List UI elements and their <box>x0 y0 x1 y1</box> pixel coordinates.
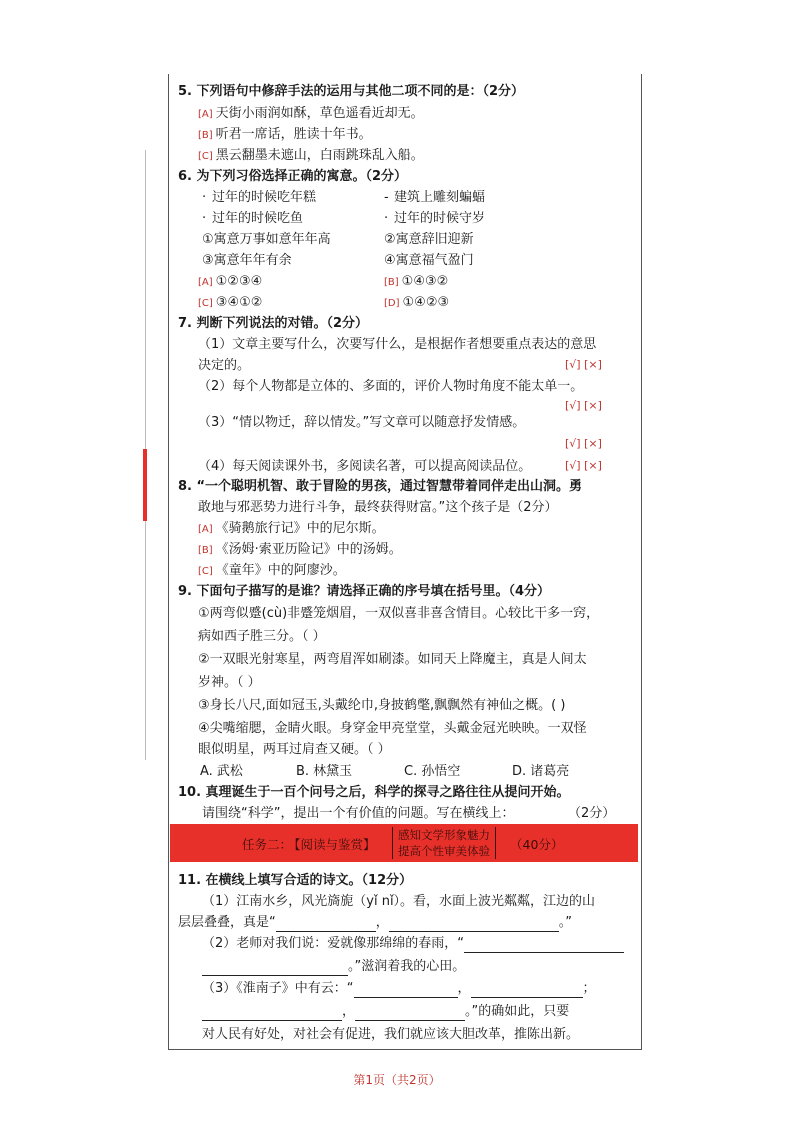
q9-line-5[interactable]: ③身长八尺,面如冠玉,头戴纶巾,身披鹤氅,飘飘然有神仙之概。( ) <box>198 698 566 713</box>
task-section: 【阅读与鉴赏】 <box>288 837 376 852</box>
q5-option-b[interactable]: [B] 听君一席话，胜读十年书。 <box>198 127 372 142</box>
q11-blank-3b[interactable] <box>471 983 583 998</box>
q11-blank-1a[interactable] <box>276 917 376 932</box>
q11-item-1: （1）江南水乡，风光旖旎（yǐ nǐ）。看，水面上波光粼粼，江边的山 <box>202 894 596 909</box>
q9-choice-b: B. 林黛玉 <box>296 764 353 779</box>
red-edge-mark <box>143 449 147 521</box>
task-score: （40分） <box>510 837 564 852</box>
q9-choice-a: A. 武松 <box>200 764 243 779</box>
task-goals: 感知文学形象魅力 提高个性审美体验 <box>392 827 496 859</box>
q7-stem: 7. 判断下列说法的对错。（2分） <box>178 316 369 331</box>
q10-answer-line[interactable] <box>202 810 568 825</box>
q11-blank-2a[interactable] <box>464 938 624 953</box>
q11-stem: 11. 在横线上填写合适的诗文。（12分） <box>178 873 413 888</box>
q8-option-a[interactable]: [A] 《骑鹅旅行记》中的尼尔斯。 <box>198 521 385 536</box>
q6-option-c[interactable]: [C] ③④①② <box>198 295 263 310</box>
q11-item-3: （3）《淮南子》中有云：“ ， ； <box>202 981 596 996</box>
q7-statement-3: （3）“情以物迁，辞以情发。”写文章可以随意抒发情感。 <box>198 415 526 430</box>
q8-stem-cont: 敢地与邪恶势力进行斗争，最终获得财富。”这个孩子是（2分） <box>198 500 558 515</box>
q9-line-2[interactable]: 病如西子胜三分。（ ） <box>198 629 326 644</box>
q6-stem: 6. 为下列习俗选择正确的寓意。（2分） <box>178 169 408 184</box>
q9-stem: 9. 下面句子描写的是谁？请选择正确的序号填在括号里。（4分） <box>178 584 551 599</box>
task-banner <box>170 824 638 862</box>
q10-prompt: 请围绕“科学”，提出一个有价值的问题。写在横线上： <box>202 806 515 821</box>
q9-choice-d: D. 诸葛亮 <box>512 764 570 779</box>
q6-meaning-3: ③寓意年年有余 <box>202 253 292 268</box>
q11-blank-3a[interactable] <box>354 983 458 998</box>
q7-statement-1-cont: 决定的。 <box>198 358 251 373</box>
q6-meaning-2: ②寓意辞旧迎新 <box>384 232 474 247</box>
page-footer: 第1页（共2页） <box>353 1073 441 1087</box>
q9-choice-c: C. 孙悟空 <box>404 764 461 779</box>
q5-stem: 5. 下列语句中修辞手法的运用与其他二项不同的是：（2分） <box>178 84 525 99</box>
q7-statement-1: （1）文章主要写什么，次要写什么，是根据作者想要重点表达的意思 <box>198 337 597 352</box>
q6-meaning-4: ④寓意福气盈门 <box>384 253 474 268</box>
task-label: 任务二： <box>242 837 293 852</box>
q10-score: （2分） <box>568 806 616 821</box>
q7-statement-2: （2）每个人物都是立体的、多面的，评价人物时角度不能太单一。 <box>198 379 584 394</box>
q11-blank-3d[interactable] <box>355 1006 465 1021</box>
q9-line-7[interactable]: 眼似明星，两耳过肩查又硬。（ ） <box>198 742 391 757</box>
q11-blank-2b[interactable] <box>202 961 348 976</box>
q5-option-c[interactable]: [C] 黑云翻墨未遮山，白雨跳珠乱入船。 <box>198 148 424 163</box>
q11-blank-1b[interactable] <box>389 917 559 932</box>
q5-option-a[interactable]: [A] 天街小雨润如酥，草色遥看近却无。 <box>198 106 424 121</box>
q9-line-4[interactable]: 岁神。（ ） <box>198 675 261 690</box>
q11-item-2-cont: 。”滋润着我的心田。 <box>202 958 465 976</box>
q6-custom-3: · 过年的时候吃鱼 <box>202 211 304 226</box>
q11-blank-3c[interactable] <box>202 1006 342 1021</box>
q8-stem: 8. “一个聪明机智、敢于冒险的男孩，通过智慧带着同伴走出山洞。勇 <box>178 479 583 494</box>
q6-custom-2: - 建筑上雕刻蝙蝠 <box>384 190 486 205</box>
q6-option-b[interactable]: [B] ①④③② <box>384 274 449 289</box>
q10-stem: 10. 真理诞生于一百个问号之后，科学的探寻之路往往从提问开始。 <box>178 785 570 800</box>
q9-line-1: ①两弯似蹙(cù)非蹙笼烟眉，一双似喜非喜含情目。心较比干多一窍， <box>198 606 600 621</box>
q6-meaning-1: ①寓意万事如意年年高 <box>202 232 331 247</box>
q7-marks-4[interactable]: [√] [×] <box>565 459 602 472</box>
q6-custom-1: · 过年的时候吃年糕 <box>202 190 317 205</box>
q8-option-c[interactable]: [C] 《童年》中的阿廖沙。 <box>198 563 346 578</box>
q6-option-a[interactable]: [A] ①②③④ <box>198 274 263 289</box>
q9-line-3: ②一双眼光射寒星，两弯眉浑如刷漆。如同天上降魔主，真是人间太 <box>198 652 587 667</box>
q11-item-3-cont: ， 。”的确如此，只要 <box>202 1003 569 1021</box>
q11-item-2: （2）老师对我们说：爱就像那绵绵的春雨，“ <box>202 935 624 953</box>
q6-option-d[interactable]: [D] ①④②③ <box>384 295 450 310</box>
q11-item-3-tail: 对人民有好处，对社会有促进，我们就应该大胆改革，推陈出新。 <box>202 1027 580 1042</box>
q8-option-b[interactable]: [B] 《汤姆·索亚历险记》中的汤姆。 <box>198 542 402 557</box>
q7-marks-2[interactable]: [√] [×] <box>565 399 602 412</box>
q9-line-6: ④尖嘴缩腮，金睛火眼。身穿金甲亮堂堂，头戴金冠光映映。一双怪 <box>198 721 587 736</box>
q11-item-1-cont: 层层叠叠，真是“ ， 。” <box>178 915 573 930</box>
q7-marks-3[interactable]: [√] [×] <box>565 437 602 450</box>
q7-marks-1[interactable]: [√] [×] <box>565 358 602 371</box>
q7-statement-4: （4）每天阅读课外书，多阅读名著，可以提高阅读品位。 <box>198 459 532 474</box>
q6-custom-4: · 过年的时候守岁 <box>384 211 486 226</box>
